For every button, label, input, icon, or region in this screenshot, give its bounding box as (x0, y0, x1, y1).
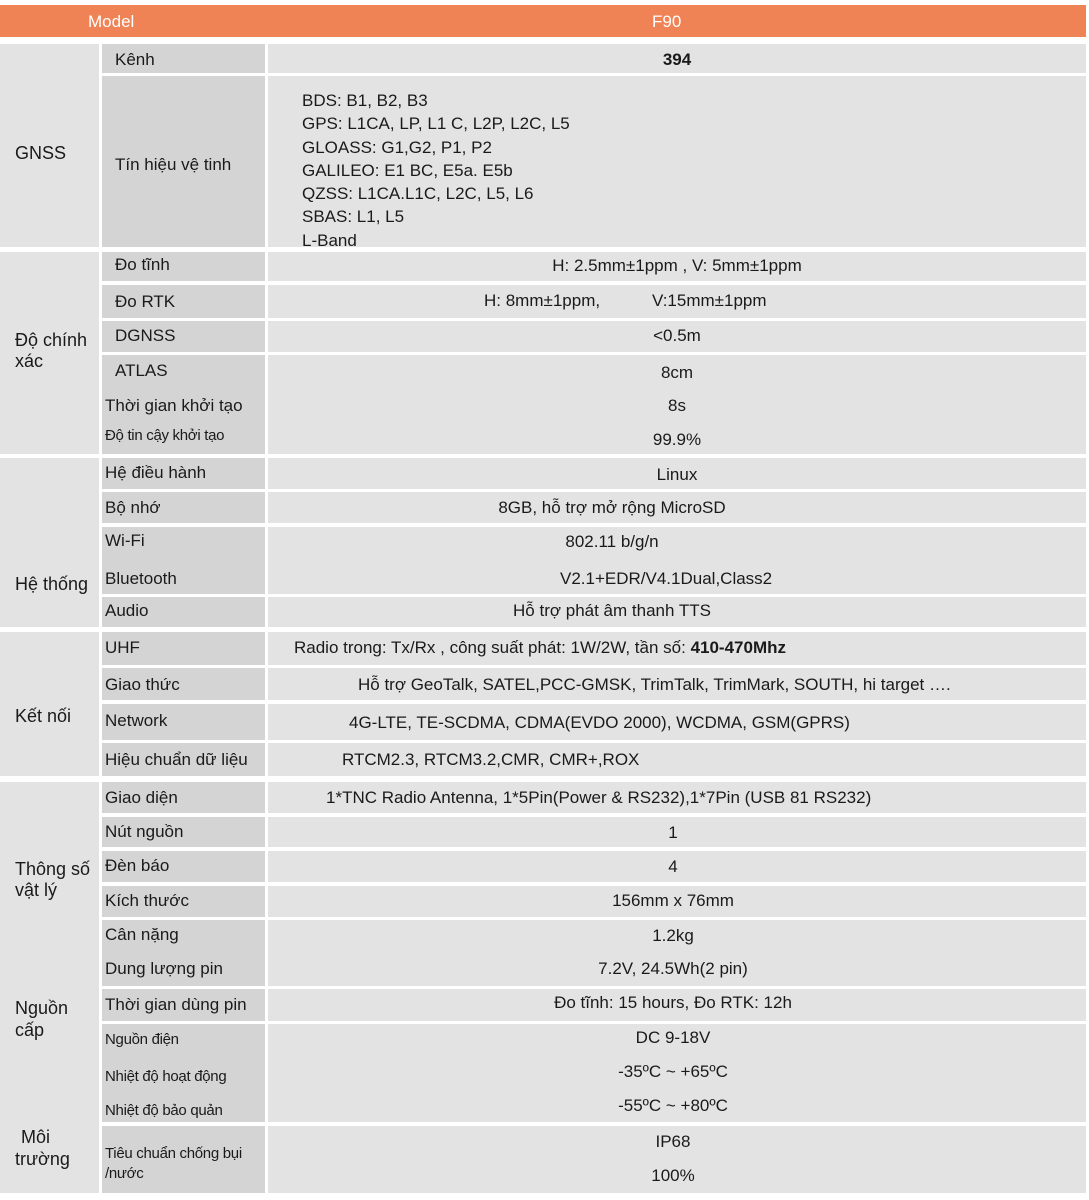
label-power-button (102, 817, 265, 847)
category-label: trường (15, 1149, 70, 1169)
label-text: Cân nặng (105, 925, 179, 944)
label-text: Tín hiệu vệ tinh (115, 155, 232, 174)
value-data-format (268, 743, 1086, 776)
label-signals (102, 76, 265, 247)
value-os (268, 458, 1086, 489)
label-data-format (102, 743, 265, 776)
value-wifi-bt (268, 527, 1086, 594)
label-os (102, 458, 265, 489)
value-text: Đo tĩnh: 15 hours, Đo RTK: 12h (554, 993, 792, 1012)
label-text: ATLAS (115, 361, 168, 380)
value-text: IP68 (655, 1132, 691, 1151)
label-text: Thời gian khởi tạo (105, 396, 243, 415)
value-memory (268, 492, 1086, 523)
model-value: F90 (652, 12, 682, 31)
value-text: 156mm x 76mm (612, 891, 734, 910)
label-network (102, 704, 265, 740)
category-label: Kết nối (15, 706, 72, 726)
value-text: 8cm (660, 363, 694, 382)
value-text: V:15mm±1ppm (652, 291, 767, 310)
category-gnss (0, 44, 99, 247)
value-text: 8GB, hỗ trợ mở rộng MicroSD (498, 498, 726, 517)
label-text: Network (105, 711, 168, 730)
category-label: cấp (15, 1020, 45, 1040)
value-audio (268, 597, 1086, 627)
value-text: -55ºC ~ +80ºC (618, 1096, 728, 1115)
value-text: DC 9-18V (635, 1028, 711, 1047)
value-text: 1.2kg (652, 926, 694, 945)
label-text: Hệ điều hành (105, 463, 207, 482)
label-text: /nước (105, 1165, 144, 1182)
signal-line: SBAS: L1, L5 (302, 207, 405, 227)
category-label: Độ chính (15, 330, 88, 350)
value-text: H: 8mm±1ppm, (484, 291, 601, 310)
signal-line: GLOASS: G1,G2, P1, P2 (302, 137, 492, 157)
label-text: Hiệu chuẩn dữ liệu (105, 750, 248, 769)
label-ip-rating (102, 1126, 265, 1193)
value-channels (268, 44, 1086, 73)
label-dgnss (102, 321, 265, 352)
value-text: -35ºC ~ +65ºC (618, 1062, 728, 1081)
value-text: 1 (668, 823, 678, 842)
category-accuracy (0, 252, 99, 454)
value-text: 99.9% (652, 430, 702, 449)
label-size (102, 886, 265, 917)
label-weight-battery (102, 920, 265, 986)
label-text: Nhiệt độ bảo quản (105, 1102, 223, 1119)
label-text: Độ tin cậy khởi tạo (105, 427, 225, 444)
label-text: Giao thức (105, 675, 180, 694)
value-text: Hỗ trợ phát âm thanh TTS (513, 601, 711, 620)
value-text: 4G-LTE, TE-SCDMA, CDMA(EVDO 2000), WCDMA, GSM(GPRS) (349, 713, 850, 732)
label-channels (102, 44, 265, 73)
label-text: Dung lượng pin (105, 959, 223, 978)
category-connectivity (0, 632, 99, 776)
label-uhf (102, 632, 265, 665)
value-protocol (268, 668, 1086, 700)
category-label: GNSS (15, 143, 67, 163)
label-protocol (102, 668, 265, 700)
value-atlas-group (268, 355, 1086, 454)
value-text: 7.2V, 24.5Wh(2 pin) (598, 959, 748, 978)
label-power-temps (102, 1024, 265, 1122)
value-text: H: 2.5mm±1ppm , V: 5mm±1ppm (552, 256, 802, 275)
value-rtk (268, 285, 1086, 318)
value-dgnss (268, 321, 1086, 352)
value-power-button (268, 817, 1086, 847)
category-system (0, 458, 99, 627)
label-text: Thời gian dùng pin (105, 995, 247, 1014)
value-text: Radio trong: Tx/Rx , công suất phát: 1W/2W, tần số: (294, 638, 686, 657)
value-weight-battery (268, 920, 1086, 986)
value-text: V2.1+EDR/V4.1Dual,Class2 (560, 569, 773, 588)
label-text: Wi-Fi (105, 531, 145, 550)
value-text: <0.5m (653, 326, 701, 345)
label-static (102, 252, 265, 281)
label-text: Đo RTK (115, 292, 176, 311)
value-network (268, 704, 1086, 740)
value-size (268, 886, 1086, 917)
value-ip-rating (268, 1126, 1086, 1193)
value-uhf (268, 632, 1086, 665)
frequency-value: 410-470Mhz (690, 638, 786, 657)
value-indicator (268, 851, 1086, 882)
label-text: Nhiệt độ hoạt động (105, 1068, 227, 1085)
signal-list (302, 89, 570, 252)
value-text: RTCM2.3, RTCM3.2,CMR, CMR+,ROX (342, 750, 640, 769)
label-text: DGNSS (115, 326, 176, 345)
value-text: 100% (651, 1166, 695, 1185)
label-text: Bộ nhớ (105, 498, 161, 517)
signal-line: BDS: B1, B2, B3 (302, 91, 428, 110)
label-rtk (102, 285, 265, 318)
label-atlas-group (102, 355, 265, 454)
signal-line: GPS: L1CA, LP, L1 C, L2P, L2C, L5 (302, 114, 570, 134)
label-text: Giao diện (105, 788, 178, 807)
signal-line: QZSS: L1CA.L1C, L2C, L5, L6 (302, 184, 534, 204)
value-battery-time (268, 989, 1086, 1021)
label-interface (102, 782, 265, 813)
category-label: Nguồn (15, 998, 69, 1018)
label-text: UHF (105, 638, 140, 657)
value-text: 1*TNC Radio Antenna, 1*5Pin(Power & RS232),1*7Pin (USB 81 RS232) (326, 788, 872, 807)
value-interface (268, 782, 1086, 813)
value-text: 4 (668, 857, 678, 876)
label-text: Đèn báo (105, 856, 170, 875)
signal-line: GALILEO: E1 BC, E5a. E5b (302, 160, 513, 180)
label-indicator (102, 851, 265, 882)
signal-line: L-Band (302, 230, 357, 250)
label-text: Đo tĩnh (115, 255, 170, 274)
value-text: Hỗ trợ GeoTalk, SATEL,PCC-GMSK, TrimTalk, TrimMark, SOUTH, hi target …. (358, 675, 951, 694)
category-physical-power-env (0, 782, 99, 1193)
table-header (0, 5, 1086, 37)
label-text: Tiêu chuẩn chống bụi (105, 1145, 242, 1162)
value-static (268, 252, 1086, 281)
category-label: Môi (21, 1127, 51, 1147)
value-text: 394 (662, 50, 692, 69)
category-label: vật lý (15, 880, 58, 900)
value-text: Linux (656, 465, 698, 484)
label-battery-time (102, 989, 265, 1021)
label-text: Audio (105, 601, 149, 620)
value-text: 8s (668, 396, 686, 415)
label-text: Kích thước (105, 891, 189, 910)
category-label: Hệ thống (15, 574, 89, 594)
category-label: xác (15, 351, 44, 371)
label-text: Nguồn điện (105, 1031, 179, 1048)
model-label: Model (88, 12, 135, 31)
value-text: 802.11 b/g/n (565, 532, 659, 551)
label-text: Nút nguồn (105, 822, 184, 841)
value-power-temps (268, 1024, 1086, 1122)
label-text: Bluetooth (105, 569, 177, 588)
category-label: Thông số (15, 859, 91, 879)
label-text: Kênh (115, 50, 155, 69)
